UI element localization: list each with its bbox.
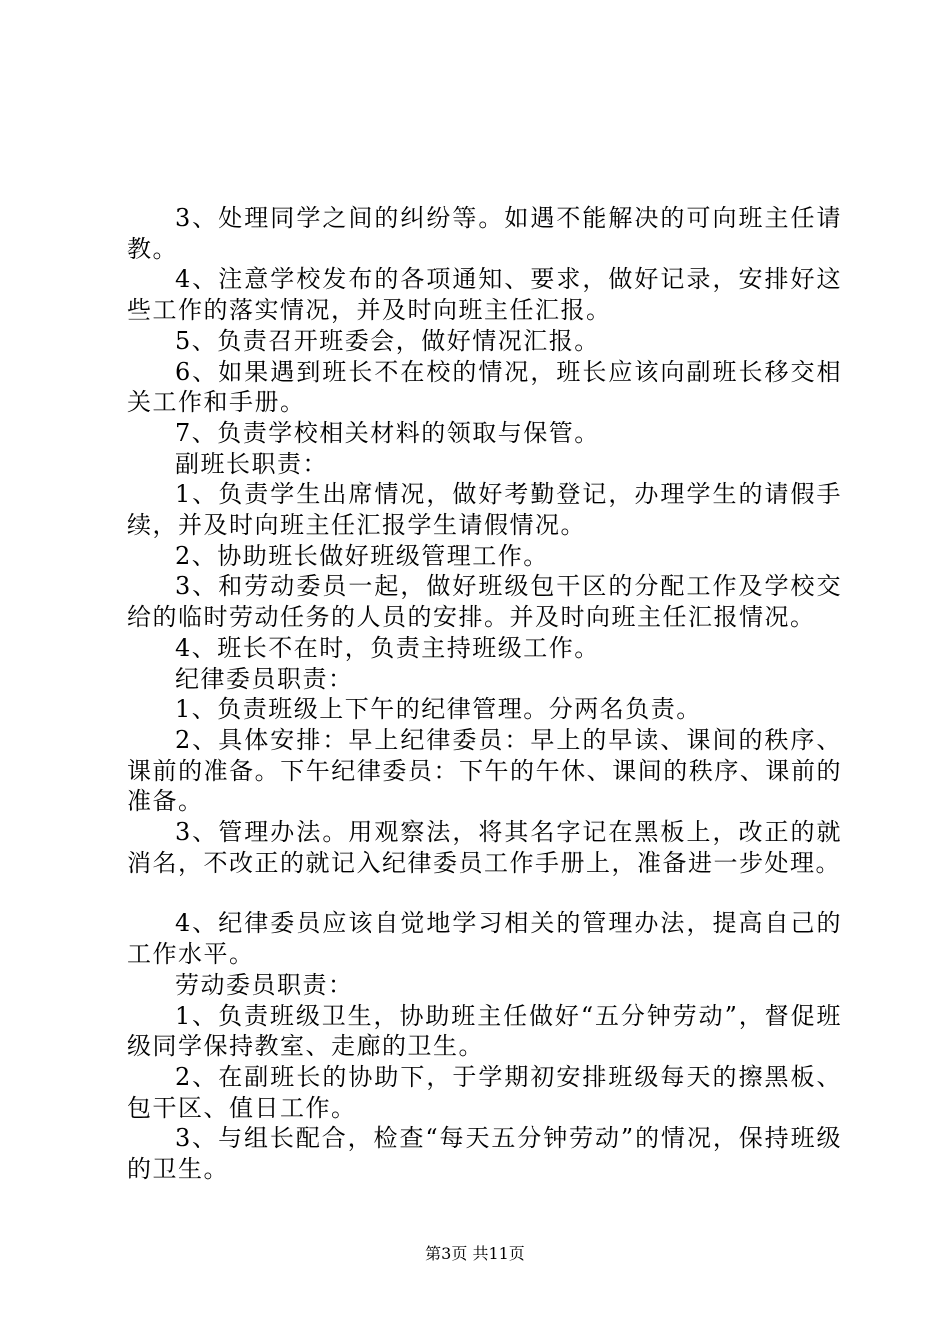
paragraph: 4、注意学校发布的各项通知、要求，做好记录，安排好这些工作的落实情况，并及时向班主任汇报。: [127, 265, 842, 325]
paragraph: 1、负责班级上下午的纪律管理。分两名负责。: [175, 695, 702, 724]
paragraph: 6、如果遇到班长不在校的情况，班长应该向副班长移交相关工作和手册。: [127, 357, 842, 417]
section-heading: 副班长职责：: [175, 449, 328, 478]
paragraph: 5、负责召开班委会，做好情况汇报。: [175, 326, 600, 355]
paragraph: 1、负责学生出席情况，做好考勤登记，办理学生的请假手续，并及时向班主任汇报学生请假情况。: [127, 480, 842, 540]
paragraph: 3、管理办法。用观察法，将其名字记在黑板上，改正的就消名，不改正的就记入纪律委员工作手册上，准备进一步处理。: [127, 818, 842, 877]
paragraph: 4、班长不在时，负责主持班级工作。: [175, 633, 600, 662]
page-number-footer: 第3页 共11页: [425, 1244, 525, 1263]
paragraph: 4、纪律委员应该自觉地学习相关的管理办法，提高自己的工作水平。: [127, 909, 842, 969]
document-body: [127, 203, 842, 1185]
paragraph: 2、具体安排：早上纪律委员：早上的早读、课间的秩序、课前的准备。下午纪律委员：下午的午休、课间的秩序、课前的准备。: [127, 725, 842, 816]
paragraph: 1、负责班级卫生，协助班主任做好“五分钟劳动”，督促班级同学保持教室、走廊的卫生。: [127, 1001, 842, 1061]
paragraph: 2、协助班长做好班级管理工作。: [175, 541, 549, 570]
paragraph: 3、与组长配合，检查“每天五分钟劳动”的情况，保持班级的卫生。: [127, 1124, 842, 1184]
paragraph: 7、负责学校相关材料的领取与保管。: [175, 418, 600, 447]
paragraph: 3、处理同学之间的纠纷等。如遇不能解决的可向班主任请教。: [127, 204, 842, 263]
paragraph: 2、在副班长的协助下，于学期初安排班级每天的擦黑板、包干区、值日工作。: [127, 1062, 842, 1122]
section-heading: 劳动委员职责：: [175, 970, 354, 999]
paragraph: 3、和劳动委员一起，做好班级包干区的分配工作及学校交给的临时劳动任务的人员的安排。并及时向班主任汇报情况。: [127, 572, 842, 632]
section-heading: 纪律委员职责：: [175, 664, 354, 693]
